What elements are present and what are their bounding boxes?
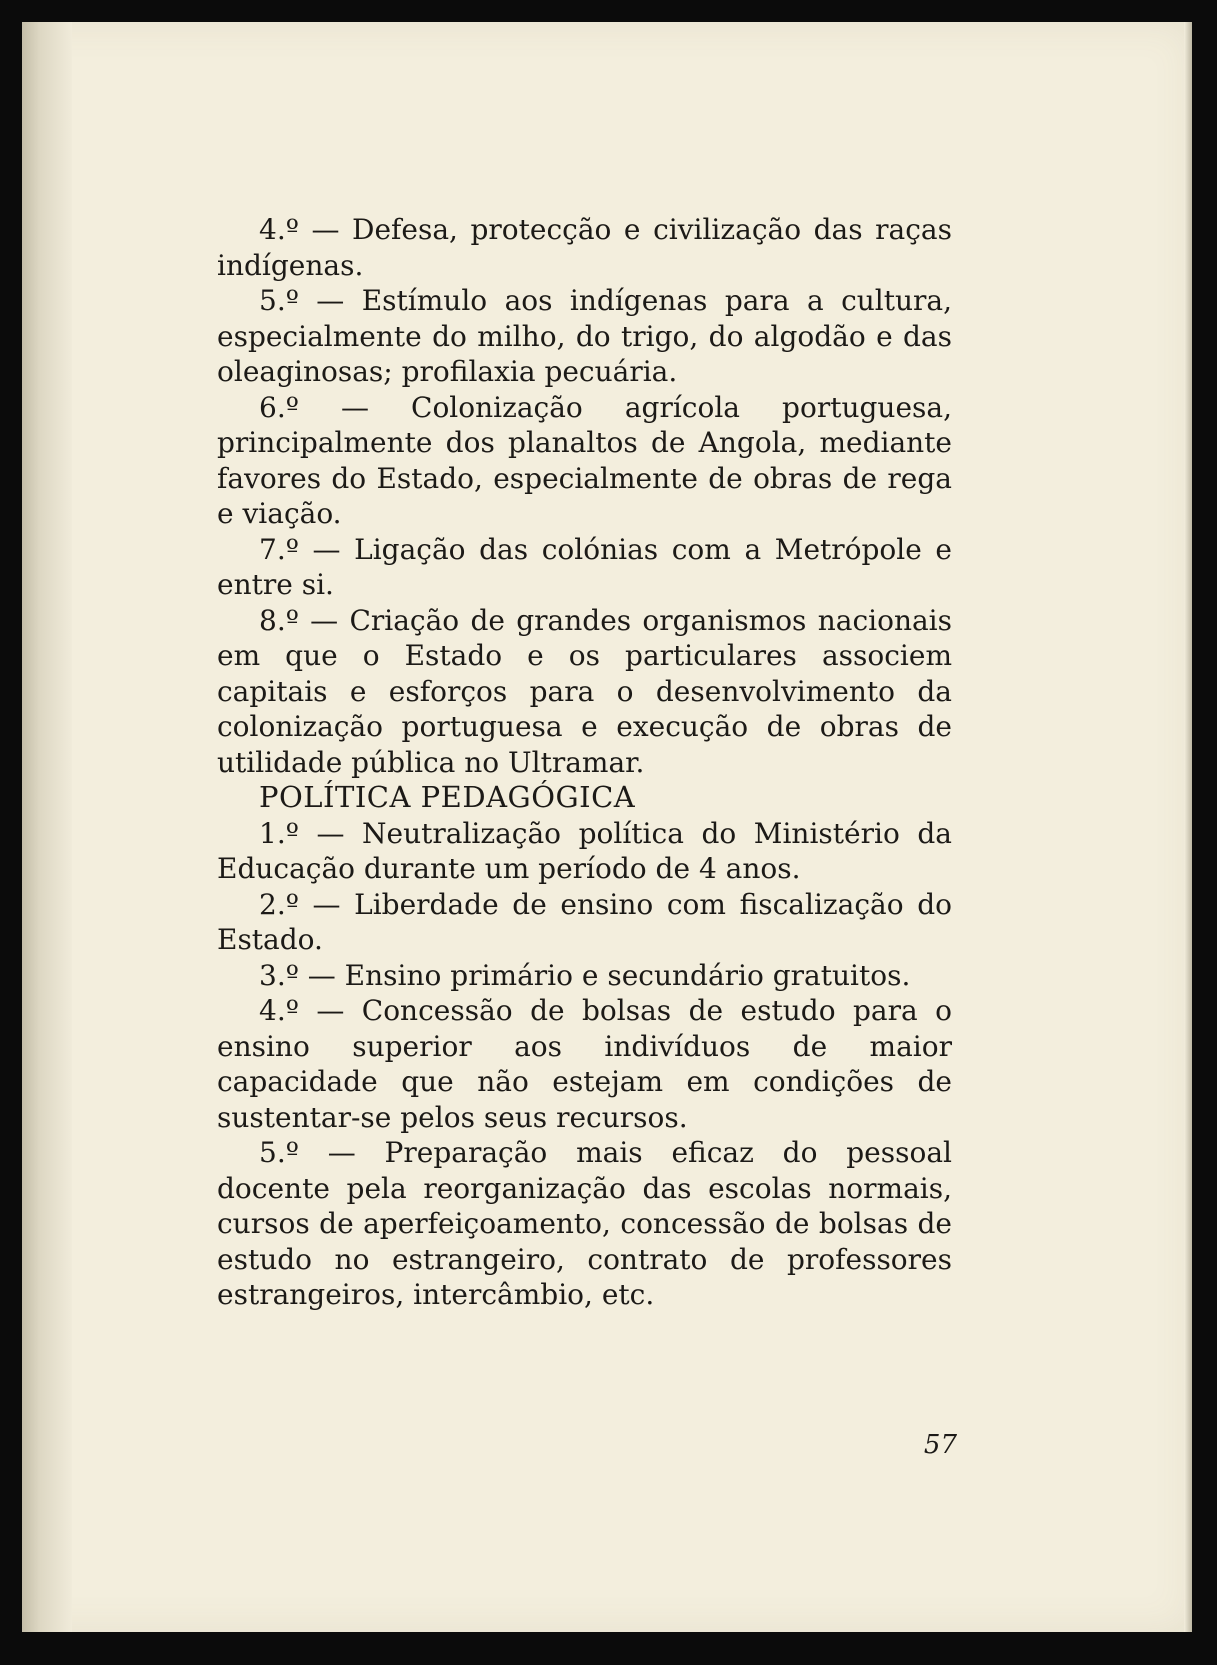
list-item: 5.º — Preparação mais eficaz do pessoal docente pela reorganização das escolas normais, cursos de aperfeiçoamento, concessão de bolsas de estudo no estrangeiro, contrato de professores estrangeiros, intercâmbio, etc. [217,1136,952,1311]
list-item: 7.º — Ligação das colónias com a Metrópole e entre si. [217,532,952,601]
book-page [22,22,1192,1632]
list-item: 1.º — Neutralização política do Ministério da Educação durante um período de 4 anos. [217,816,952,885]
list-item: 8.º — Criação de grandes organismos nacionais em que o Estado e os particulares associem capitais e esforços para o desenvolvimento da colonização portuguesa e execução de obras de utilidade pública no Ultramar. [217,603,952,779]
page-spine-shadow [22,22,72,1632]
page-edge-shadow [1184,22,1192,1632]
list-item: 4.º — Defesa, protecção e civilização das raças indígenas. [217,213,952,282]
list-item: 4.º — Concessão de bolsas de estudo para o ensino superior aos indivíduos de maior capacidade que não estejam em condições de sustentar-se pelos seus recursos. [217,994,952,1134]
section-heading: POLÍTICA PEDAGÓGICA [259,780,636,814]
page-number: 57 [923,1430,957,1460]
list-item: 6.º — Colonização agrícola portuguesa, principalmente dos planaltos de Angola, mediante favores do Estado, especialmente de obras de rega e viação. [217,390,952,530]
list-item: 5.º — Estímulo aos indígenas para a cultura, especialmente do milho, do trigo, do algodão e das oleaginosas; profilaxia pecuária. [217,284,952,388]
list-item: 2.º — Liberdade de ensino com fiscalização do Estado. [217,887,952,956]
page-body [217,212,952,1313]
list-item: 3.º — Ensino primário e secundário gratuitos. [259,958,911,992]
